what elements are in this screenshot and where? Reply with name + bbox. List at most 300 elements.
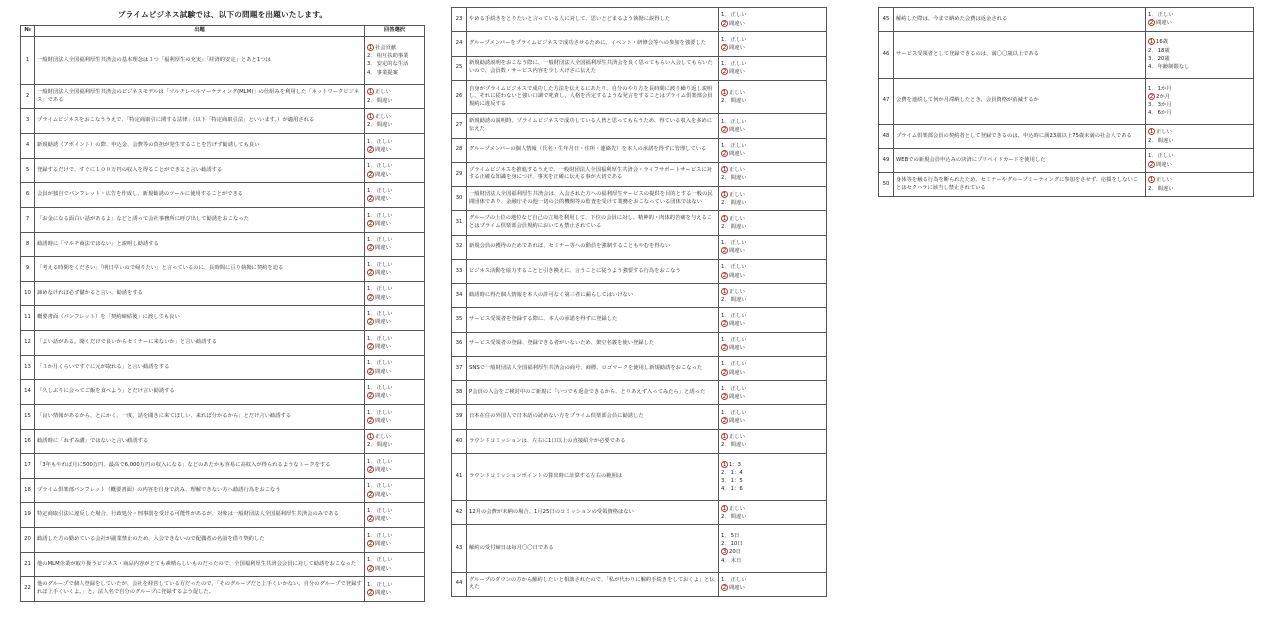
answer-option [721,97,824,105]
answer-option [721,469,824,477]
option-label: 間違い [729,69,745,76]
option-label: 間違い [729,345,745,352]
question-number: 10 [21,281,35,306]
question-text: 勧誘した方の勤めている会社が副業禁止のため、入会できないので配偶者の名前を借り契約した [35,528,365,553]
table-row [452,501,827,525]
option-number: 2． [721,541,730,548]
question-number: 48 [879,125,894,149]
selected-answer [367,392,422,400]
question-text: プライムビジネスをおこなううえで、「特定商取引に関する法律」（以下「特定商取引法」といいます。）が適用される [35,109,365,134]
question-number: 44 [452,572,467,596]
table-row [452,259,827,283]
answer-option [1148,63,1251,71]
answer-option [721,239,824,247]
question-text: プライム倶楽部パンフレット（概要書面）の内容を自身で読み、理解できない方へ勧誘行為をおこなう [35,478,365,503]
question-number: 32 [452,235,467,259]
question-number: 11 [21,306,35,331]
selected-answer [1148,128,1251,136]
table-row [21,183,425,208]
table-row [879,173,1254,197]
answer-circle-icon: 1 [722,167,727,174]
option-number: 1． [721,240,730,247]
question-number: 29 [452,162,467,186]
selected-answer [721,272,824,280]
answer-circle-icon: 2 [1149,161,1154,168]
answer-option [721,223,824,231]
option-label: 事業提案 [376,69,398,76]
answer-cell [365,552,425,577]
question-text: 12月の会費が未納の場合、1月25日のコミッションの受領資格はない [467,501,719,525]
option-label: 間違い [375,590,391,597]
question-text: 他のグループで個人登録をしていたが、会社を経営している方だったので、「そのグループだと上手くいかない。自分のグループで登録すれば上手くいくよ。」と、法人名で自分のグループに登録するよう促した。 [35,577,365,602]
option-number: 1． [367,581,376,588]
option-label: 正しい [730,60,747,67]
answer-option [721,11,824,19]
answer-circle-icon: 2 [722,321,727,328]
table-row [21,306,425,331]
table-row [21,404,425,429]
question-text: プライムビジネスを推進するうえで、一般財団法人全国福利厚生共済会・ライフサポートサービスに対する正確な知識を身につけ、事実を正確に伝える事が大切である [467,162,719,186]
table-row [452,235,827,259]
table-row [21,158,425,183]
answer-cell [719,572,827,596]
answer-cell [719,381,827,405]
answer-circle-icon: 2 [368,294,373,301]
answer-option [367,310,422,318]
question-number: 28 [452,138,467,162]
question-text: 会員が独自でパンフレット・広告を作成し、新規勧誘のツールに使用することができる [35,183,365,208]
question-number: 14 [21,380,35,405]
table-row [452,138,827,162]
option-number: 2． [367,442,376,449]
question-text: 新規会員の獲得のためであれば、セミナー等への動員を強制することもやむを得ない [467,235,719,259]
table-row [21,232,425,257]
question-text: 勧誘時に「マルチ商法ではない」と説明し勧誘する [35,232,365,257]
table-row [21,355,425,380]
answer-circle-icon: 1 [368,45,373,51]
selected-answer [721,320,824,328]
answer-cell [1146,173,1254,197]
answer-circle-icon: 2 [722,585,727,592]
table-row [452,381,827,405]
question-text: 「３か月くらいですぐに元が取れる」と言い勧誘をする [35,355,365,380]
question-number: 38 [452,381,467,405]
answer-cell [365,84,425,109]
answer-cell [365,158,425,183]
option-number: 3． [1148,102,1157,109]
option-number: 4． [721,486,730,493]
question-text: 「良い情報があるから、とにかく、一度、話を聞きに来てほしい、来れば分かるから」とだけ言い勧誘する [35,404,365,429]
option-label: 間違い [375,516,391,523]
answer-circle-icon: 2 [368,146,373,153]
answer-cell [719,8,827,32]
answer-option [367,212,422,220]
table-row [452,284,827,308]
answer-cell [719,332,827,356]
answer-circle-icon: 1 [1149,177,1154,184]
selected-answer [367,269,422,277]
table-row [879,8,1254,32]
table-row [452,308,827,332]
table-row [452,211,827,235]
option-number: 1． [367,458,376,465]
question-text: 一般財団法人全国福利厚生共済会は、入会された方への福利厚生サービスの提供を目的とする一般の民間団体であり、金融庁その他一切の公的機関等の監査を受けて業務をおこなっている団体ではない [467,187,719,211]
option-label: 正しい [376,483,393,490]
option-label: 正しい [376,409,393,416]
option-label: 正しい [376,532,393,539]
answer-option [721,360,824,368]
option-label: 間違い [375,245,391,252]
answer-cell [365,331,425,356]
question-number: 19 [21,503,35,528]
question-text: サービス受領者として登録できるのは、満〇〇歳以上である [894,31,1146,78]
option-number: 1． [367,138,376,145]
option-label: 正しい [375,114,391,121]
question-number: 39 [452,405,467,429]
option-label: 正しい [729,191,745,198]
option-label: 間違い [729,126,745,133]
question-number: 15 [21,404,35,429]
option-label: 間違い [730,442,747,449]
option-label: 正しい [1157,12,1174,19]
answer-option [721,199,824,207]
option-label: 正しい [730,337,747,344]
selected-answer [367,466,422,474]
answer-option [367,69,422,77]
answer-circle-icon: 1 [722,215,727,222]
table-row [879,149,1254,173]
option-label: 間違い [375,146,391,153]
option-label: 正しい [729,89,745,96]
option-number: 1． [721,60,730,67]
selected-answer [367,565,422,573]
option-label: 正しい [376,237,393,244]
answer-cell [365,37,425,85]
header-answer: 回答選択 [365,26,425,37]
option-number: 1． [1148,85,1157,92]
question-number: 16 [21,429,35,454]
answer-option [721,60,824,68]
question-number: 21 [21,552,35,577]
answer-option [721,409,824,417]
answer-circle-icon: 2 [368,491,373,498]
option-label: 間違い [375,417,391,424]
option-number: 3． [721,478,730,485]
question-number: 24 [452,32,467,56]
question-number: 25 [452,56,467,80]
option-number: 1． [1148,153,1157,160]
option-label: 1：5 [730,478,743,485]
question-text: 「よい話がある。聞くだけで良いからセミナーに来ないか」と言い勧誘する [35,331,365,356]
selected-answer [721,68,824,76]
table-row [452,32,827,56]
option-label: 間違い [729,20,745,27]
option-label: 間違い [375,467,391,474]
option-label: 間違い [375,319,391,326]
answer-option [367,187,422,195]
option-label: 正しい [375,434,391,441]
selected-answer [1148,93,1251,101]
answer-circle-icon: 2 [368,590,373,597]
question-number: 50 [879,173,894,197]
question-text: やめる手続きをとりたいと言っている人に対して、思いとどまるよう執拗に説得した [467,8,719,32]
question-number: 8 [21,232,35,257]
header-question: 出題 [35,26,365,37]
option-label: 正しい [730,240,747,247]
selected-answer [367,433,422,441]
question-table-middle [451,7,827,597]
selected-answer [367,44,422,52]
option-label: 間違い [1157,185,1174,192]
selected-answer [1148,38,1251,46]
table-row [452,332,827,356]
question-text: 会費を連続して何か月滞納したとき、会員資格が消滅するか [894,78,1146,125]
table-row [21,207,425,232]
option-label: 間違い [729,248,745,255]
question-text: グループメンバーの個人情報（氏名・生年月日・住所・連絡先）を本人の承諾を得ずに管理している [467,138,719,162]
answer-cell [1146,149,1254,173]
question-number: 17 [21,454,35,479]
table-row [452,454,827,501]
option-label: 間違い [730,199,747,206]
option-label: 間違い [729,585,745,592]
answer-option [367,335,422,343]
selected-answer [1148,176,1251,184]
question-number: 26 [452,80,467,113]
option-number: 1． [367,532,376,539]
question-text: 「久しぶりに会ってご飯を食べよう」とだけ言い勧誘する [35,380,365,405]
question-number: 47 [879,78,894,125]
option-number: 1． [367,360,376,367]
answer-circle-icon: 2 [368,245,373,252]
answer-option [721,296,824,304]
answer-cell [719,235,827,259]
selected-answer [367,171,422,179]
table-row [452,8,827,32]
question-number: 31 [452,211,467,235]
answer-circle-icon: 2 [1149,94,1154,101]
option-label: 正しい [376,581,393,588]
selected-answer [367,220,422,228]
answer-circle-icon: 2 [368,368,373,375]
answer-circle-icon: 2 [722,248,727,255]
selected-answer [721,369,824,377]
selected-answer [721,44,824,52]
table-row [21,380,425,405]
selected-answer [721,461,824,469]
option-label: 1：3 [729,461,742,468]
option-number: 1． [1148,12,1157,19]
option-number: 2． [1148,137,1157,144]
answer-circle-icon: 2 [368,220,373,227]
question-number: 7 [21,207,35,232]
answer-option [367,162,422,170]
answer-cell [719,405,827,429]
option-number: 1． [367,163,376,170]
selected-answer [367,244,422,252]
option-number: 1． [721,409,730,416]
option-number: 1． [721,118,730,125]
option-label: 末日 [730,557,742,564]
option-label: 正しい [1157,153,1174,160]
table-row [879,78,1254,125]
answer-cell [365,281,425,306]
answer-circle-icon: 2 [368,270,373,277]
answer-cell [365,454,425,479]
answer-circle-icon: 2 [368,516,373,523]
table-row [21,429,425,454]
answer-circle-icon: 1 [722,191,727,198]
answer-cell [719,429,827,453]
answer-circle-icon: 1 [722,434,727,441]
option-label: 間違い [730,98,747,105]
question-number: 1 [21,37,35,85]
option-number: 2． [721,199,730,206]
selected-answer [367,540,422,548]
option-label: 間違い [375,220,391,227]
answer-option [721,477,824,485]
option-number: 1． [367,212,376,219]
table-row [21,331,425,356]
answer-option [1148,85,1251,93]
selected-answer [721,191,824,199]
answer-option [367,52,422,60]
option-label: 正しい [729,434,745,441]
option-label: 20日 [729,549,742,556]
answer-cell [719,187,827,211]
option-label: 正しい [730,264,747,271]
answer-circle-icon: 1 [722,288,727,295]
question-text: 解約した際は、今まで納めた会費は返金される [894,8,1146,32]
answer-cell [1146,31,1254,78]
selected-answer [721,548,824,556]
question-text: 勧誘時に「ねずみ講」ではないと言い勧誘する [35,429,365,454]
question-text: サービス受領者の登録、登録できる者がいないため、架空名義を使い登録した [467,332,719,356]
option-label: 正しい [376,384,393,391]
table-row [21,528,425,553]
selected-answer [367,294,422,302]
answer-circle-icon: 2 [722,20,727,27]
question-text: ビジネス活動を協力することと引き換えに、言うことに従うよう強要する行為をおこなう [467,259,719,283]
option-label: 間違い [376,97,393,104]
option-label: 間違い [729,321,745,328]
answer-cell [719,138,827,162]
question-text: 他のMLM企業が取り扱うビジネス・商品内容がとても素晴らしいものだったので、全国福利厚生共済会会員に対して勧誘をおこなった [35,552,365,577]
question-number: 18 [21,478,35,503]
question-text: 諦めなければ必ず儲かると言い、勧誘をする [35,281,365,306]
answer-option [1148,55,1251,63]
option-label: 間違い [729,418,745,425]
answer-option [721,263,824,271]
question-text: 自身がプライムビジネスで成功した方法を伝えるにあたり、自分のやり方を長時間に渡り繰り返し説明し、それに従わないと強い口調で叱責し、人格を否定するような発言をすることはプライム倶楽部会員規約に違反する [467,80,719,113]
option-number: 1． [367,483,376,490]
question-number: 41 [452,454,467,501]
option-label: 正しい [376,557,393,564]
table-row [879,125,1254,149]
question-number: 5 [21,158,35,183]
selected-answer [367,318,422,326]
selected-answer [367,88,422,96]
option-number: 2． [367,97,376,104]
option-number: 2． [1148,185,1157,192]
question-text: 「3年もやれば月に500万円、最高で6,000万円の収入になる」などのあたかも容易に高収入が得られるようなトークをする [35,454,365,479]
option-number: 3． [1148,55,1157,62]
table-row [452,405,827,429]
option-label: 間違い [376,442,393,449]
option-label: 間違い [729,151,745,158]
answer-circle-icon: 2 [722,272,727,279]
question-text: 勧誘時に得た個人情報を本人の許可なく第三者に漏らしてはいけない [467,284,719,308]
option-label: 間違い [729,272,745,279]
option-label: 3か月 [1157,102,1172,109]
question-text: 一般財団法人全国福利厚生共済会のビジネスモデルは「マルチレベルマーケティング(MLM)」の仕組みを利用した「ネットワークビジネス」である [35,84,365,109]
answer-circle-icon: 2 [722,126,727,133]
option-label: 2か月 [1156,94,1170,101]
question-number: 43 [452,525,467,572]
answer-cell [365,183,425,208]
answer-option [1148,185,1251,193]
answer-circle-icon: 1 [722,89,727,96]
option-number: 1． [367,557,376,564]
option-label: 正しい [729,288,745,295]
option-number: 2． [721,175,730,182]
answer-cell [365,478,425,503]
answer-option [367,384,422,392]
answer-cell [719,162,827,186]
option-label: 正しい [376,138,393,145]
option-label: 年齢制限なし [1157,63,1190,70]
option-label: 間違い [729,44,745,51]
option-number: 2． [721,442,730,449]
option-number: 2． [367,53,376,60]
option-label: 正しい [1156,177,1172,184]
answer-option [1148,47,1251,55]
answer-circle-icon: 1 [722,505,727,512]
answer-circle-icon: 2 [368,319,373,326]
question-number: 49 [879,149,894,173]
question-number: 34 [452,284,467,308]
table-row [452,525,827,572]
question-number: 36 [452,332,467,356]
question-text: ラウンドコミッションポイントの算出時に計算する左右の範囲は [467,454,719,501]
question-text: 特定商取引法に違反した場合、行政処分・刑事罰を受ける可能性があるが、対象は一般財団法人全国福利厚生共済会のみである [35,503,365,528]
option-number: 1． [721,361,730,368]
option-number: 1． [367,311,376,318]
option-label: 正しい [376,458,393,465]
option-label: 正しい [730,312,747,319]
question-table-right [878,7,1254,197]
answer-circle-icon: 2 [722,369,727,376]
option-number: 4． [367,69,376,76]
option-label: 間違い [375,368,391,375]
answer-circle-icon: 2 [368,171,373,178]
answer-cell [719,454,827,501]
option-label: 間違い [375,171,391,178]
answer-circle-icon: 2 [368,540,373,547]
selected-answer [721,150,824,158]
option-label: 間違い [375,270,391,277]
option-label: 間違い [730,296,747,303]
question-text: 一般財団法人全国福利厚生共済会の基本理念は３つ「福利厚生の充実」「経済的安定」とあと1つは [35,37,365,85]
question-number: 9 [21,257,35,282]
selected-answer [1148,19,1251,27]
selected-answer [721,584,824,592]
option-label: 正しい [376,261,393,268]
option-label: 正しい [376,508,393,515]
option-number: 1． [721,312,730,319]
table-row [879,31,1254,78]
question-text: 新規勧誘の説明時、プライムビジネスで成功している人皆と思ってもらうため、得ている収入を多めに伝えた [467,114,719,138]
